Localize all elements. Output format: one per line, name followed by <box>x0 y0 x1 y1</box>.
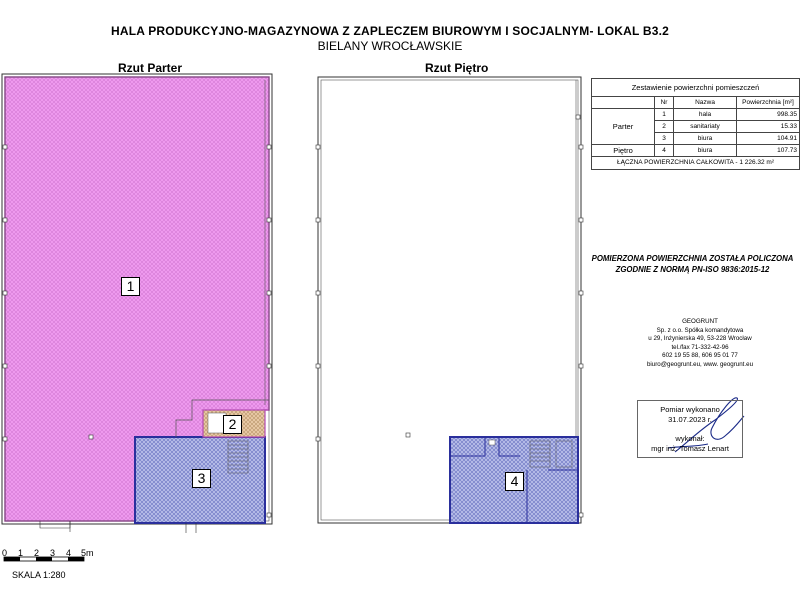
stamp-line-1: Pomiar wykonano <box>660 405 720 414</box>
header-nr: Nr <box>655 97 674 109</box>
norm-note-line-2: ZGODNIE Z NORMĄ PN-ISO 9836:2015-12 <box>615 265 770 274</box>
scale-tick: 2 <box>34 548 40 558</box>
first-floor-plan <box>316 77 583 523</box>
table-caption: Zestawienie powierzchni pomieszczeń <box>592 79 800 97</box>
drawing-title: HALA PRODUKCYJNO-MAGAZYNOWA Z ZAPLECZEM BIUROWYM I SOCJALNYM- LOKAL B3.2 <box>111 24 669 38</box>
first-floor-label: Rzut Piętro <box>425 61 489 75</box>
stamp-line-2: 31.07.2023 r. <box>668 415 712 424</box>
room-4-label: 4 <box>505 472 524 491</box>
scale-label: SKALA 1:280 <box>12 570 66 580</box>
ground-floor-plan <box>2 74 272 533</box>
company-contact: biuro@geogrunt.eu, www. geogrunt.eu <box>646 360 754 368</box>
scale-tick: 3 <box>50 548 56 558</box>
table-row: Parter 1 hala 998.35 <box>592 109 800 121</box>
scale-bar <box>4 557 84 561</box>
company-name: GEOGRUNT <box>682 318 718 325</box>
room-3-label: 3 <box>192 469 211 488</box>
room-2-label: 2 <box>223 415 242 434</box>
stamp-line-3: wykonał: <box>675 434 705 443</box>
ground-floor-label: Rzut Parter <box>118 61 183 75</box>
scale-tick: 0 <box>2 548 8 558</box>
area-summary-table <box>591 78 800 170</box>
table-row: 3 biura 104.91 <box>592 133 800 145</box>
company-info <box>620 318 780 370</box>
group-first: Piętro <box>592 145 655 157</box>
header-area: Powierzchnia [m²] <box>737 97 800 109</box>
company-telfax: tel./fax 71-332-42-96 <box>671 343 729 351</box>
room-1-label: 1 <box>121 277 140 296</box>
header-name: Nazwa <box>674 97 737 109</box>
scale-tick: 4 <box>66 548 72 558</box>
table-row: Piętro 4 biura 107.73 <box>592 145 800 157</box>
drawing-subtitle: BIELANY WROCŁAWSKIE <box>317 39 463 53</box>
scale-tick: 1 <box>18 548 24 558</box>
company-address: u 29, Inżynierska 49, 53-228 Wrocław <box>648 335 752 343</box>
table-total: ŁĄCZNA POWIERZCHNIA CAŁKOWITA - 1 226.32 m² <box>592 157 800 170</box>
stamp-line-4: mgr inż. Tomasz Lenart <box>651 444 729 453</box>
scale-tick: 5m <box>81 548 94 558</box>
survey-stamp <box>637 400 743 458</box>
company-legal: Sp. z o.o. Spółka komandytowa <box>656 326 744 334</box>
company-phones: 602 19 55 88, 606 95 01 77 <box>662 352 738 360</box>
group-ground: Parter <box>592 109 655 145</box>
norm-note-line-1: POMIERZONA POWIERZCHNIA ZOSTAŁA POLICZONA <box>591 254 794 263</box>
table-row: 2 sanitariaty 15.33 <box>592 121 800 133</box>
